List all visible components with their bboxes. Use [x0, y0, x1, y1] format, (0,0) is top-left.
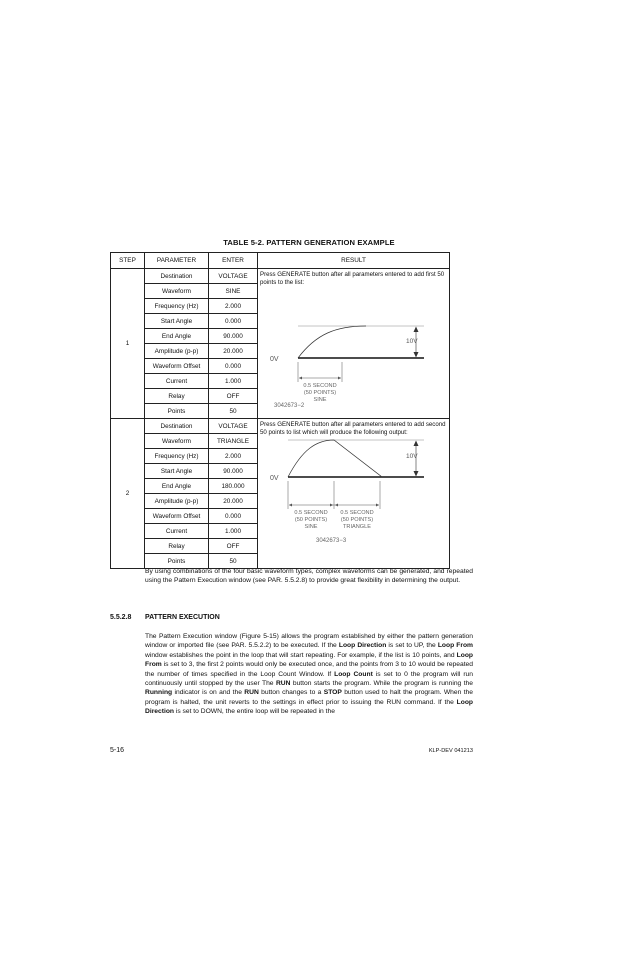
- table-row: [111, 269, 450, 284]
- param-cell: End Angle: [145, 479, 209, 494]
- param-cell: Current: [145, 374, 209, 389]
- table-header-row: [111, 253, 450, 269]
- enter-cell: 1.000: [209, 524, 258, 539]
- text-run: is set to DOWN, the entire loop will be repeated in the: [173, 708, 335, 716]
- figure-id: 3042673−3: [316, 538, 347, 545]
- dimA-label-line1: 0.5 SECOND: [294, 510, 328, 517]
- text-run: indicator is on and the: [172, 689, 245, 697]
- param-cell: Start Angle: [145, 314, 209, 329]
- zero-volt-label: 0V: [270, 356, 279, 364]
- bold-term: Loop Direction: [338, 642, 387, 650]
- param-cell: Start Angle: [145, 464, 209, 479]
- section-number: 5.5.2.8: [110, 614, 132, 621]
- enter-cell: OFF: [209, 389, 258, 404]
- enter-cell: 0.000: [209, 359, 258, 374]
- dimB-label-line1: 0.5 SECOND: [340, 510, 374, 517]
- enter-cell: VOLTAGE: [209, 269, 258, 284]
- param-cell: Waveform: [145, 284, 209, 299]
- result-cell: [258, 269, 450, 419]
- bold-term: Loop Count: [334, 670, 373, 678]
- sine-waveform-figure: [258, 286, 448, 408]
- text-run: button starts the program. While the program is running the: [290, 680, 473, 688]
- enter-cell: TRIANGLE: [209, 434, 258, 449]
- result-text: Press GENERATE button after all parameters entered to add second 50 points to list which will produce the following output:: [260, 421, 446, 436]
- dimA-label-line2: (50 POINTS): [294, 517, 328, 524]
- header-parameter: PARAMETER: [145, 253, 209, 269]
- param-cell: Amplitude (p-p): [145, 494, 209, 509]
- step-2-group: [111, 419, 450, 569]
- table-row: [111, 419, 450, 434]
- ten-volt-label: 10V: [406, 338, 418, 346]
- table-caption: TABLE 5-2. PATTERN GENERATION EXAMPLE: [223, 238, 395, 247]
- step-number: 1: [111, 269, 145, 419]
- sine-curve: [298, 326, 366, 358]
- page-number: 5-16: [110, 747, 125, 754]
- param-cell: Points: [145, 404, 209, 419]
- enter-cell: 0.000: [209, 314, 258, 329]
- zero-volt-label: 0V: [270, 475, 279, 483]
- enter-cell: VOLTAGE: [209, 419, 258, 434]
- dim-label-line1: 0.5 SECOND: [303, 383, 337, 390]
- param-cell: Frequency (Hz): [145, 299, 209, 314]
- param-cell: Current: [145, 524, 209, 539]
- param-cell: Relay: [145, 389, 209, 404]
- param-cell: Waveform Offset: [145, 509, 209, 524]
- text-run: button used to halt the program. When the program is halted, the unit reverts to the settings in effect prior to issuing the RUN command. If the: [145, 689, 473, 706]
- enter-cell: 2.000: [209, 299, 258, 314]
- bold-term: Running: [145, 689, 173, 697]
- figure-id: 3042673−2: [274, 403, 305, 409]
- dimB-label-line3: TRIANGLE: [343, 524, 371, 531]
- dimB-label-line2: (50 POINTS): [340, 517, 374, 524]
- text-run: is set to 0 the program will run continuously until stopped by the user The: [145, 670, 473, 688]
- bold-term: Loop From: [145, 651, 473, 669]
- enter-cell: 2.000: [209, 449, 258, 464]
- enter-cell: 90.000: [209, 464, 258, 479]
- param-cell: Frequency (Hz): [145, 449, 209, 464]
- document-id: KLP-DEV 041213: [428, 748, 473, 754]
- param-cell: End Angle: [145, 329, 209, 344]
- section-title: PATTERN EXECUTION: [145, 614, 220, 621]
- param-cell: Destination: [145, 269, 209, 284]
- enter-cell: 180.000: [209, 479, 258, 494]
- pattern-execution-paragraph: [145, 632, 473, 717]
- pattern-generation-table: [110, 252, 450, 569]
- intro-paragraph: By using combinations of the four basic waveform types, complex waveforms can be generated, and repeated using the Pattern Execution window (see PAR. 5.5.2.8) to provide great flexibility in determining the output.: [145, 568, 473, 585]
- param-cell: Points: [145, 554, 209, 569]
- bold-term: STOP: [323, 689, 342, 697]
- bold-term: RUN: [275, 680, 291, 688]
- text-run: The Pattern Execution window (Figure 5-15) allows the program established by either the pattern generation window or imported file (see PAR. 5.5.2.2) to be executed. If the: [145, 633, 473, 650]
- enter-cell: 90.000: [209, 329, 258, 344]
- enter-cell: 20.000: [209, 494, 258, 509]
- text-run: button changes to a: [258, 689, 324, 697]
- text-run: window establishes the point in the loop that will start repeating. For example, if the list is 10 points, and: [145, 651, 457, 659]
- param-cell: Amplitude (p-p): [145, 344, 209, 359]
- enter-cell: 1.000: [209, 374, 258, 389]
- sine-triangle-curve: [288, 440, 382, 477]
- dim-label-line2: (50 POINTS): [303, 390, 337, 397]
- text-run: is set to 3, the first 2 points would only be executed once, and the points from 3 to 10 would be repeated the number of times specified in the Loop Count Window. If: [145, 661, 473, 678]
- bold-term: Loop From: [437, 642, 474, 650]
- text-run: is set to UP, the: [386, 642, 438, 650]
- result-cell: [258, 419, 450, 569]
- bold-term: Loop Direction: [145, 698, 473, 716]
- enter-cell: 0.000: [209, 509, 258, 524]
- enter-cell: OFF: [209, 539, 258, 554]
- step-number: 2: [111, 419, 145, 569]
- param-cell: Waveform Offset: [145, 359, 209, 374]
- enter-cell: SINE: [209, 284, 258, 299]
- bold-term: RUN: [244, 689, 259, 697]
- enter-cell: 50: [209, 554, 258, 569]
- ten-volt-label: 10V: [406, 453, 418, 461]
- header-enter: ENTER: [209, 253, 258, 269]
- param-cell: Waveform: [145, 434, 209, 449]
- result-text: Press GENERATE button after all parameters entered to add first 50 points to the list:: [260, 271, 445, 286]
- dimA-label-line3: SINE: [304, 524, 318, 531]
- header-result: RESULT: [258, 253, 450, 269]
- param-cell: Destination: [145, 419, 209, 434]
- step-1-group: [111, 269, 450, 419]
- param-cell: Relay: [145, 539, 209, 554]
- sine-triangle-waveform-figure: [258, 436, 448, 552]
- header-step: STEP: [111, 253, 145, 269]
- enter-cell: 50: [209, 404, 258, 419]
- dim-label-line3: SINE: [313, 397, 327, 404]
- enter-cell: 20.000: [209, 344, 258, 359]
